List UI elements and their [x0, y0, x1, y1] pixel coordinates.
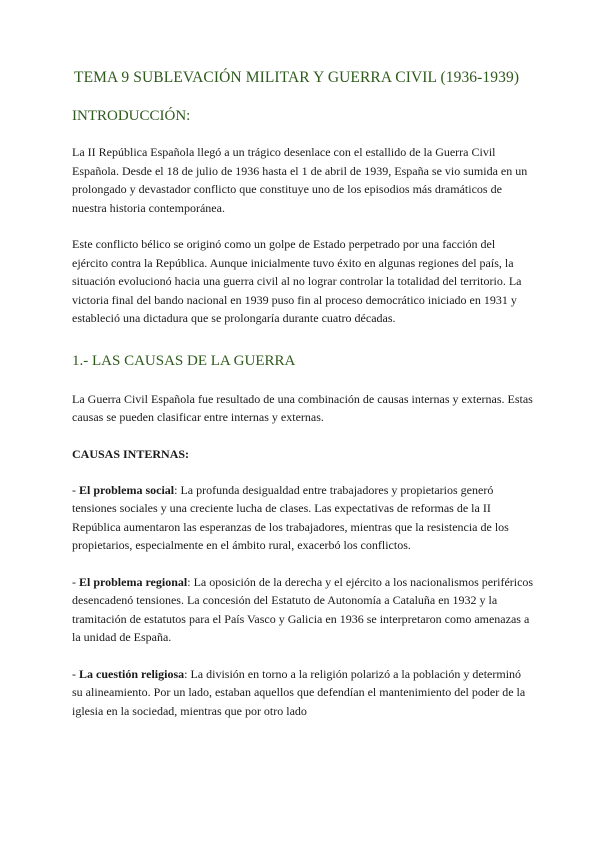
cause-prefix: - — [72, 574, 79, 589]
cause-social — [72, 481, 534, 555]
cause-religious — [72, 665, 534, 721]
cause-regional — [72, 573, 534, 647]
section-1-paragraph: La Guerra Civil Española fue resultado de una combinación de causas internas y externas. Estas causas se pueden clasificar entre internas y externas. — [72, 391, 533, 424]
cause-text: : La profunda desigualdad entre trabajadores y propietarios generó tensiones sociales y una creciente lucha de clases. Las expectativas de reformas de la II República aumentaron las esperanzas de los trabajadores, mientras que la resistencia de los propietarios, especialmente en el ámbito rural, exacerbó los conflictos. — [72, 482, 509, 552]
intro-paragraph-1: La II República Española llegó a un trágico desenlace con el estallido de la Guerra Civil Española. Desde el 18 de julio de 1936 hasta el 1 de abril de 1939, España se vio sumida en un prolongado y devastador conflicto que constituye uno de los episodios más dramáticos de nuestra historia contemporánea. — [72, 145, 528, 215]
cause-prefix: - — [72, 666, 79, 681]
cause-term: El problema social — [79, 482, 175, 497]
cause-text: : La oposición de la derecha y el ejército a los nacionalismos periféricos desencadenó tensiones. La concesión del Estatuto de Autonomía a Cataluña en 1932 y la tramitación de estatutos para el País Vasco y Galicia en 1936 se interpretaron como amenazas a la unidad de España. — [72, 574, 534, 644]
section-1-heading: 1.- LAS CAUSAS DE LA GUERRA — [72, 352, 296, 369]
cause-prefix: - — [72, 482, 79, 497]
document-title: TEMA 9 SUBLEVACIÓN MILITAR Y GUERRA CIVIL (1936-1939) — [74, 69, 520, 86]
intro-heading: INTRODUCCIÓN: — [72, 108, 191, 124]
intro-paragraph-2: Este conflicto bélico se originó como un golpe de Estado perpetrado por una facción del ejército contra la República. Aunque inicialmente tuvo éxito en algunas regiones del país, la situación evolucionó hacia una guerra civil al no lograr controlar la totalidad del territorio. La victoria final del bando nacional en 1939 puso fin al proceso democrático iniciado en 1931 y estableció una dictadura que se prolongaría durante cuatro décadas. — [72, 237, 522, 325]
cause-term: La cuestión religiosa — [79, 666, 185, 681]
internal-causes-heading: CAUSAS INTERNAS: — [72, 446, 190, 461]
cause-term: El problema regional — [79, 574, 188, 589]
cause-text: : La división en torno a la religión polarizó a la población y determinó su alineamiento. Por un lado, estaban aquellos que defendían el mantenimiento del poder de la iglesia en la sociedad, mientras que por otro lado — [72, 666, 526, 718]
